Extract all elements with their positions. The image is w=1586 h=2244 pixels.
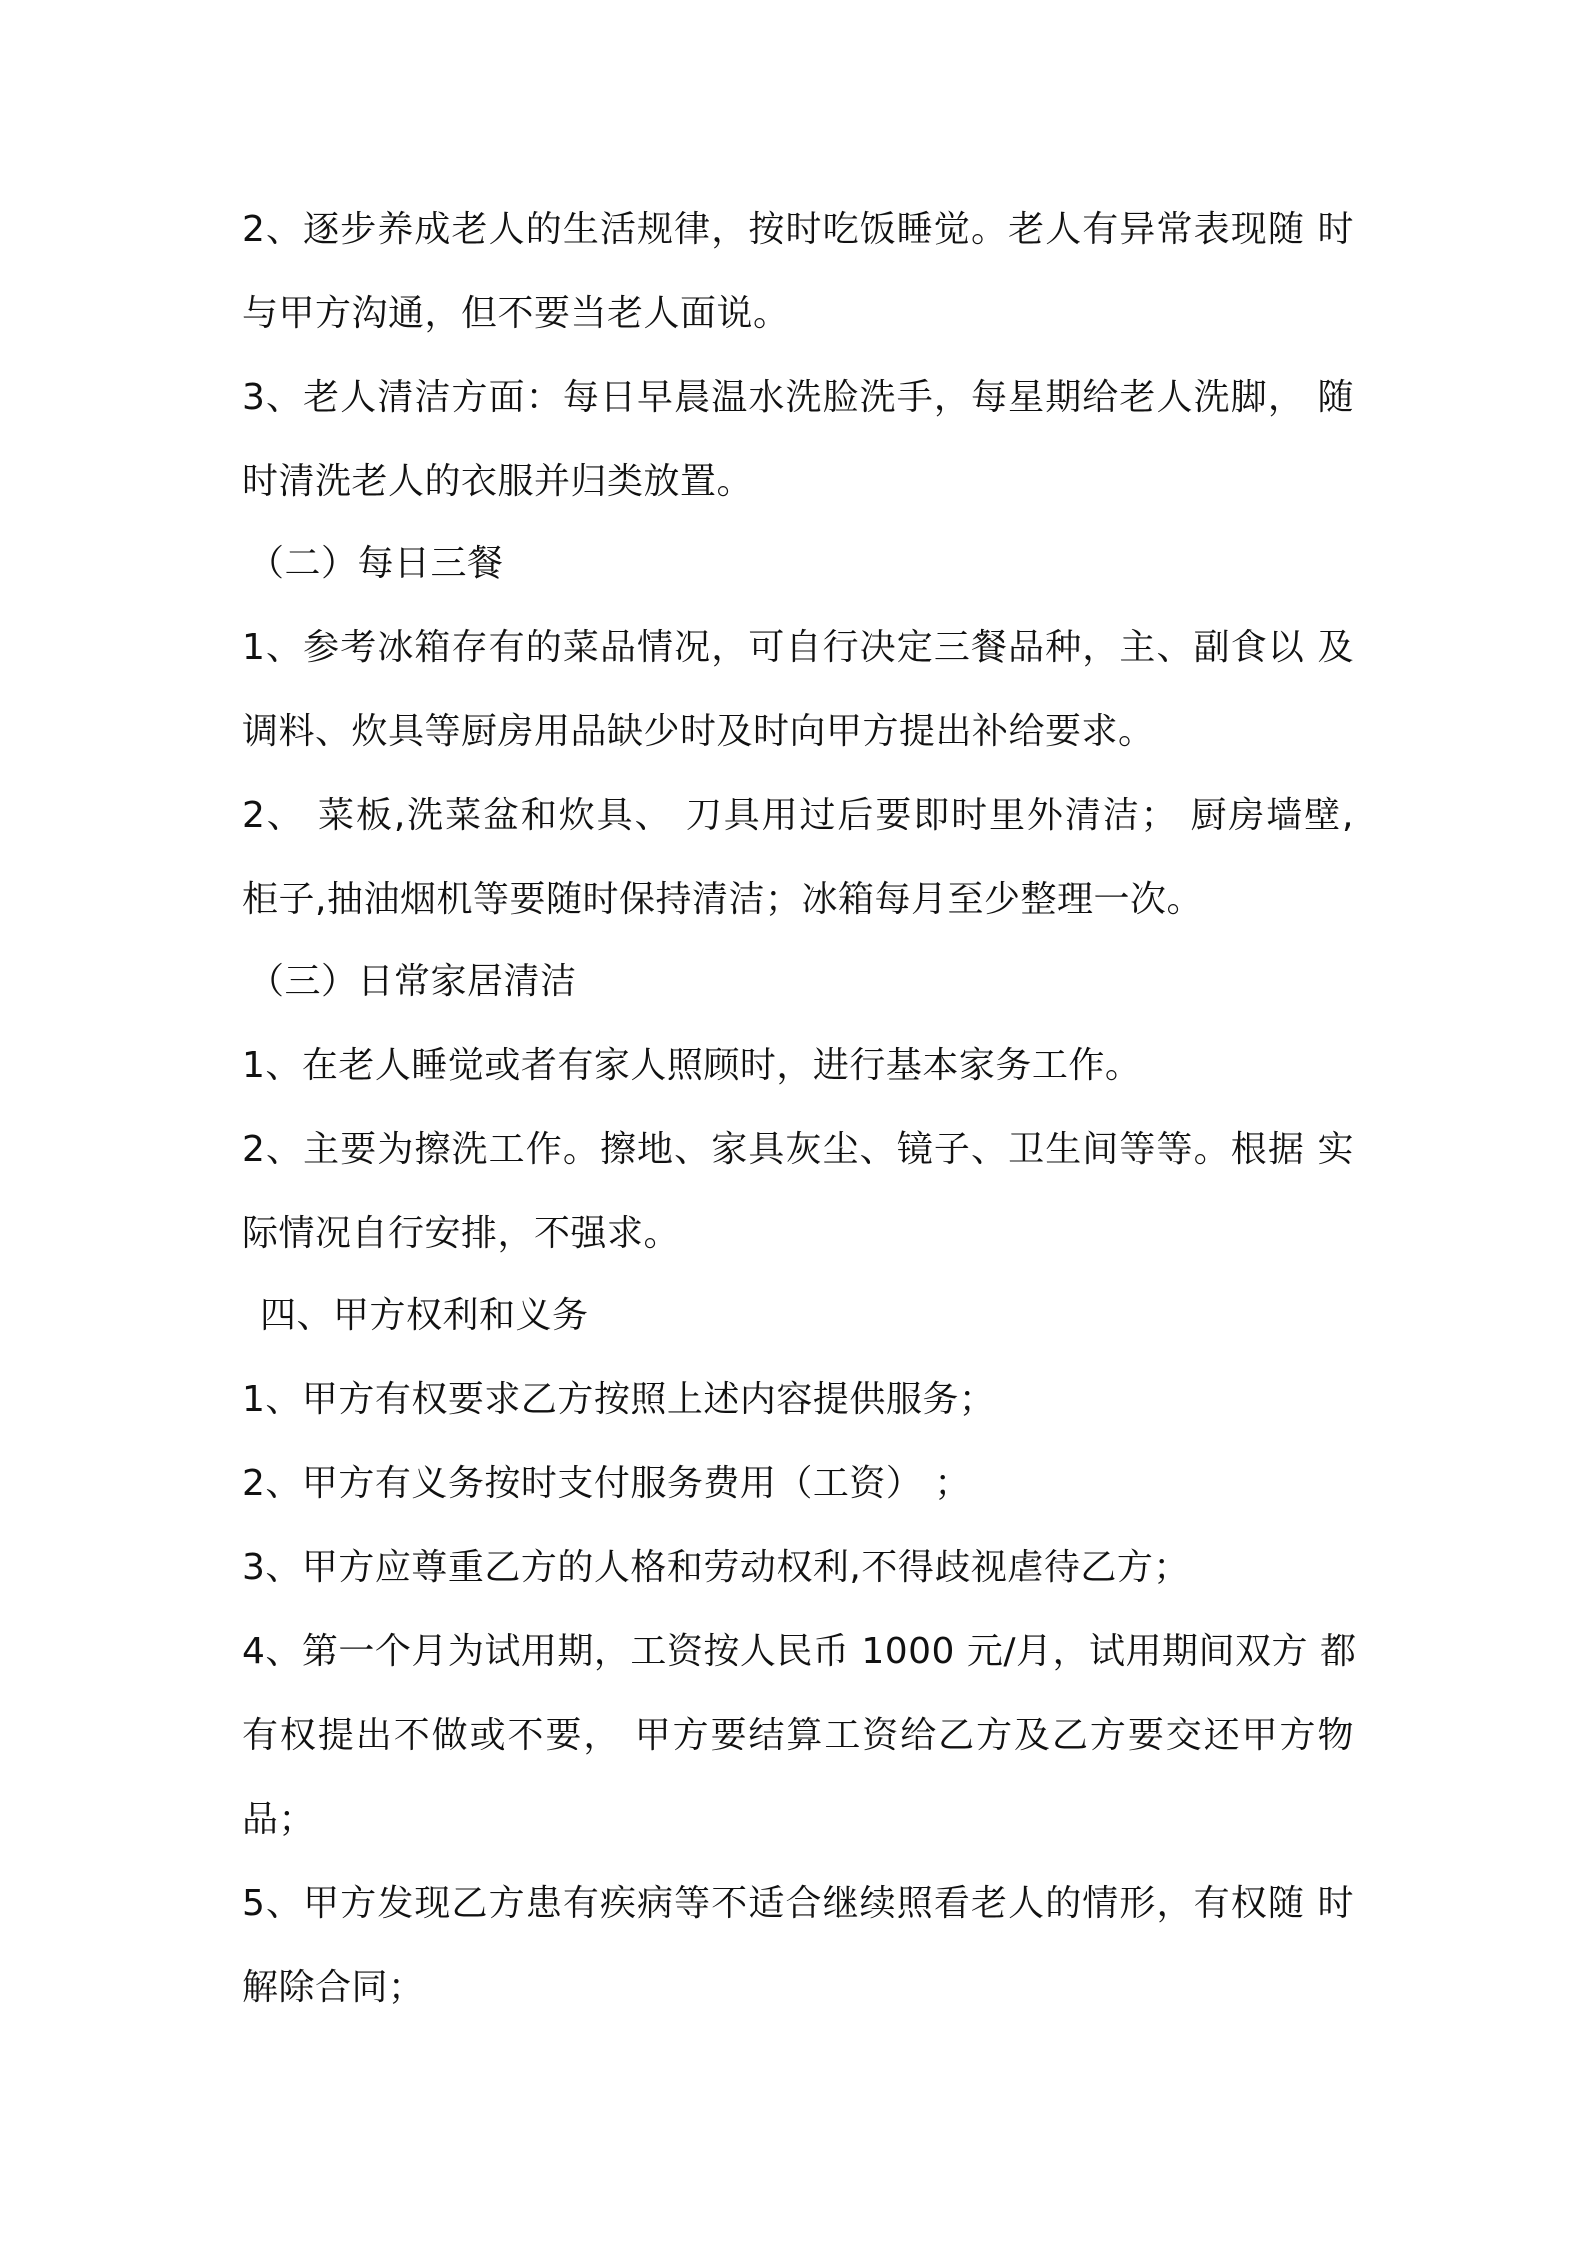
section-heading-rights: 四、甲方权利和义务 [260, 1295, 589, 1336]
text-line-9: 柜子,抽油烟机等要随时保持清洁；冰箱每月至少整理一次。 [242, 879, 1203, 920]
text-line-12: 2、主要为擦洗工作。擦地、家具灰尘、镜子、卫生间等等。根据 实 [242, 1129, 1354, 1170]
text-line-7: 调料、炊具等厨房用品缺少时及时向甲方提出补给要求。 [242, 711, 1155, 752]
text-line-8: 2、 菜板,洗菜盆和炊具、 刀具用过后要即时里外清洁； 厨房墙壁, [242, 795, 1354, 836]
text-line-20: 品； [242, 1799, 316, 1840]
text-line-22: 解除合同； [242, 1967, 425, 2008]
text-line-19: 有权提出不做或不要， 甲方要结算工资给乙方及乙方要交还甲方物 [242, 1715, 1354, 1756]
text-line-6: 1、参考冰箱存有的菜品情况，可自行决定三餐品种，主、副食以 及 [242, 627, 1354, 668]
text-line-11: 1、在老人睡觉或者有家人照顾时，进行基本家务工作。 [242, 1045, 1142, 1086]
text-line-21: 5、甲方发现乙方患有疾病等不适合继续照看老人的情形，有权随 时 [242, 1883, 1354, 1924]
text-line-17: 3、甲方应尊重乙方的人格和劳动权利,不得歧视虐待乙方； [242, 1547, 1190, 1588]
text-line-2: 与甲方沟通，但不要当老人面说。 [242, 293, 790, 334]
text-line-1: 2、逐步养成老人的生活规律，按时吃饭睡觉。老人有异常表现随 时 [242, 209, 1354, 250]
text-line-13: 际情况自行安排，不强求。 [242, 1213, 681, 1254]
text-line-15: 1、甲方有权要求乙方按照上述内容提供服务； [242, 1379, 996, 1420]
section-heading-cleaning: （三）日常家居清洁 [248, 961, 577, 1002]
text-line-18: 4、第一个月为试用期，工资按人民币 1000 元/月，试用期间双方 都 [242, 1631, 1357, 1672]
text-line-16: 2、甲方有义务按时支付服务费用（工资） ； [242, 1463, 971, 1504]
section-heading-meals: （二）每日三餐 [248, 543, 504, 584]
text-line-4: 时清洗老人的衣服并归类放置。 [242, 461, 754, 502]
text-line-3: 3、老人清洁方面：每日早晨温水洗脸洗手，每星期给老人洗脚， 随 [242, 377, 1354, 418]
